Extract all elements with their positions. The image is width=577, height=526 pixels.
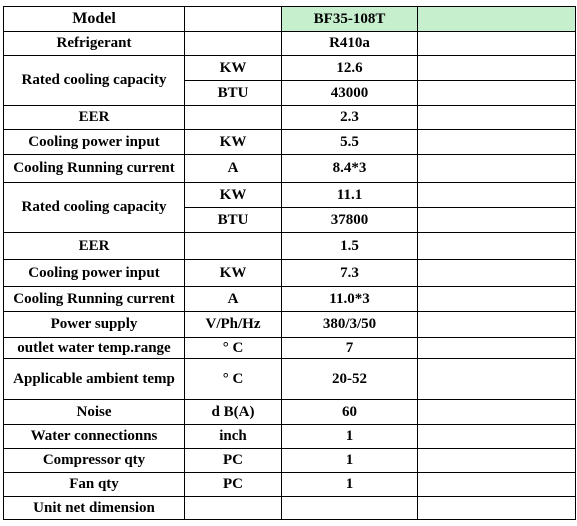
row-value: 7.3 — [282, 260, 418, 287]
row-unit — [185, 497, 282, 520]
row-label: Rated cooling capacity — [4, 183, 185, 233]
row-empty — [418, 338, 576, 359]
row-empty — [418, 425, 576, 449]
row-value: 12.6 — [282, 56, 418, 81]
row-unit: inch — [185, 425, 282, 449]
row-label: Noise — [4, 400, 185, 425]
row-label: Cooling Running current — [4, 155, 185, 183]
row-label: EER — [4, 233, 185, 260]
table-row — [4, 32, 576, 56]
row-unit — [185, 233, 282, 260]
row-label: Unit net dimension — [4, 497, 185, 520]
row-value: 11.0*3 — [282, 287, 418, 312]
row-unit: ° C — [185, 359, 282, 400]
row-value: 1 — [282, 449, 418, 473]
table-row — [4, 473, 576, 497]
row-unit: ° C — [185, 338, 282, 359]
row-label: Cooling Running current — [4, 287, 185, 312]
row-unit: KW — [185, 56, 282, 81]
row-value: 380/3/50 — [282, 312, 418, 338]
row-value: 1 — [282, 425, 418, 449]
row-empty — [418, 208, 576, 233]
row-empty — [418, 233, 576, 260]
table-row — [4, 497, 576, 520]
row-unit: PC — [185, 473, 282, 497]
row-value: 1 — [282, 473, 418, 497]
row-empty — [418, 183, 576, 208]
row-label: outlet water temp.range — [4, 338, 185, 359]
row-label: Water connectionns — [4, 425, 185, 449]
row-unit: d B(A) — [185, 400, 282, 425]
row-empty — [418, 81, 576, 106]
row-unit: KW — [185, 130, 282, 155]
table-row — [4, 338, 576, 359]
row-value: 37800 — [282, 208, 418, 233]
table-row — [4, 183, 576, 208]
row-unit: BTU — [185, 208, 282, 233]
row-value — [282, 497, 418, 520]
table-row — [4, 287, 576, 312]
row-unit: A — [185, 155, 282, 183]
row-empty — [418, 312, 576, 338]
row-unit: PC — [185, 449, 282, 473]
row-label: Compressor qty — [4, 449, 185, 473]
table-row — [4, 233, 576, 260]
row-unit: KW — [185, 260, 282, 287]
table-row — [4, 359, 576, 400]
row-value: 20-52 — [282, 359, 418, 400]
table-row — [4, 155, 576, 183]
row-unit — [185, 32, 282, 56]
row-value: 8.4*3 — [282, 155, 418, 183]
row-label: Cooling power input — [4, 130, 185, 155]
row-label: Cooling power input — [4, 260, 185, 287]
row-empty — [418, 287, 576, 312]
header-row — [4, 7, 576, 32]
row-empty — [418, 359, 576, 400]
table-row — [4, 400, 576, 425]
row-empty — [418, 473, 576, 497]
row-empty — [418, 130, 576, 155]
row-value: 11.1 — [282, 183, 418, 208]
row-empty — [418, 32, 576, 56]
table-row — [4, 425, 576, 449]
row-label: Refrigerant — [4, 32, 185, 56]
table-row — [4, 56, 576, 81]
row-label: EER — [4, 106, 185, 130]
row-label: Rated cooling capacity — [4, 56, 185, 106]
model-unit-cell — [185, 7, 282, 32]
model-label: Model — [4, 7, 185, 32]
row-unit: KW — [185, 183, 282, 208]
model-extra-cell — [418, 7, 576, 32]
row-empty — [418, 497, 576, 520]
row-empty — [418, 106, 576, 130]
row-label: Applicable ambient temp — [4, 359, 185, 400]
row-value: 7 — [282, 338, 418, 359]
model-value: BF35-108T — [282, 7, 418, 32]
row-unit — [185, 106, 282, 130]
row-unit: A — [185, 287, 282, 312]
table-row — [4, 106, 576, 130]
row-value: 5.5 — [282, 130, 418, 155]
row-value: 43000 — [282, 81, 418, 106]
table-row — [4, 312, 576, 338]
row-empty — [418, 155, 576, 183]
table-row — [4, 260, 576, 287]
row-value: 2.3 — [282, 106, 418, 130]
row-unit: BTU — [185, 81, 282, 106]
row-value: 60 — [282, 400, 418, 425]
row-empty — [418, 449, 576, 473]
row-empty — [418, 56, 576, 81]
spec-table — [3, 6, 576, 520]
row-value: R410a — [282, 32, 418, 56]
row-label: Fan qty — [4, 473, 185, 497]
row-label: Power supply — [4, 312, 185, 338]
row-unit: V/Ph/Hz — [185, 312, 282, 338]
row-empty — [418, 400, 576, 425]
table-row — [4, 130, 576, 155]
row-value: 1.5 — [282, 233, 418, 260]
row-empty — [418, 260, 576, 287]
table-row — [4, 449, 576, 473]
